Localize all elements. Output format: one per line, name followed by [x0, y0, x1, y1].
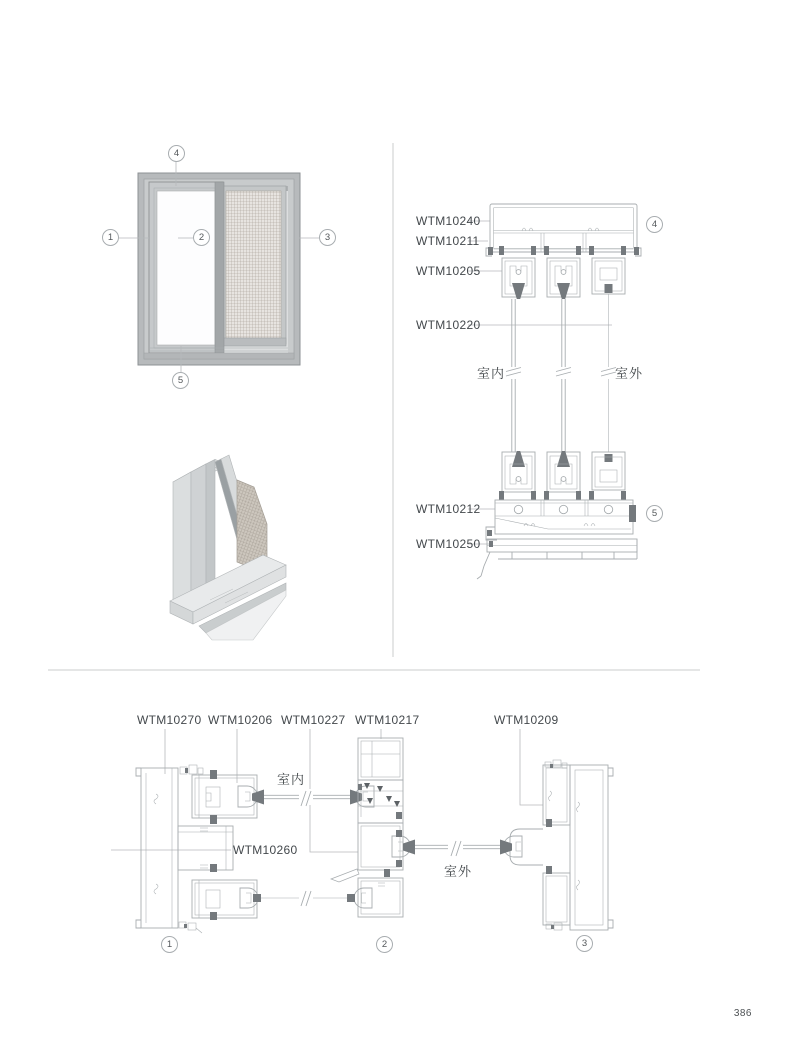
part-label-wtm10217: WTM10217: [355, 713, 420, 727]
screen-panel: [221, 186, 286, 346]
callout-hsec-3: 3: [576, 935, 593, 952]
callout-right: 3: [319, 229, 336, 246]
callout-vsec-5: 5: [646, 505, 663, 522]
outdoor-label-hsec: 室外: [444, 864, 473, 879]
part-label-wtm10211: WTM10211: [416, 234, 480, 248]
glass-line-indoor: [264, 789, 350, 806]
head-frame-profile: [486, 204, 641, 256]
window-elevation-drawing: [119, 161, 319, 372]
callout-center: 2: [193, 229, 210, 246]
part-label-wtm10270: WTM10270: [137, 713, 202, 727]
part-label-wtm10260: WTM10260: [233, 843, 298, 857]
glass-sash: [149, 182, 224, 353]
vertical-section-drawing: [468, 204, 644, 579]
glass-panes: [505, 294, 617, 452]
callout-hsec-2: 2: [376, 936, 393, 953]
part-label-wtm10205: WTM10205: [416, 264, 481, 278]
interlock-profile: [331, 738, 415, 917]
callout-hsec-1: 1: [161, 936, 178, 953]
part-label-wtm10209: WTM10209: [494, 713, 559, 727]
horizontal-section-drawing: [111, 729, 613, 933]
callout-top: 4: [168, 145, 185, 162]
callout-bottom: 5: [172, 372, 189, 389]
outdoor-label-vsec: 室外: [615, 366, 644, 381]
part-label-wtm10227: WTM10227: [281, 713, 346, 727]
break-marks: [505, 367, 617, 379]
callout-left: 1: [102, 229, 119, 246]
screen-line: [261, 890, 347, 906]
page-number: 386: [733, 1008, 752, 1019]
part-label-wtm10206: WTM10206: [208, 713, 273, 727]
part-label-wtm10220: WTM10220: [416, 318, 481, 332]
hsec-leader-lines: [111, 729, 543, 852]
part-label-wtm10250: WTM10250: [416, 537, 481, 551]
part-label-wtm10212: WTM10212: [416, 502, 481, 516]
callout-vsec-4: 4: [646, 216, 663, 233]
right-jamb-profile: [500, 760, 613, 930]
indoor-label-vsec: 室内: [477, 366, 506, 381]
isometric-render: [170, 455, 286, 640]
gasket-row-top: [499, 246, 626, 255]
sill-profile: [486, 500, 636, 540]
subsill-profile: [477, 539, 637, 579]
part-label-wtm10240: WTM10240: [416, 214, 481, 228]
indoor-label-hsec: 室内: [277, 772, 306, 787]
glass-line-outdoor: [415, 838, 500, 856]
